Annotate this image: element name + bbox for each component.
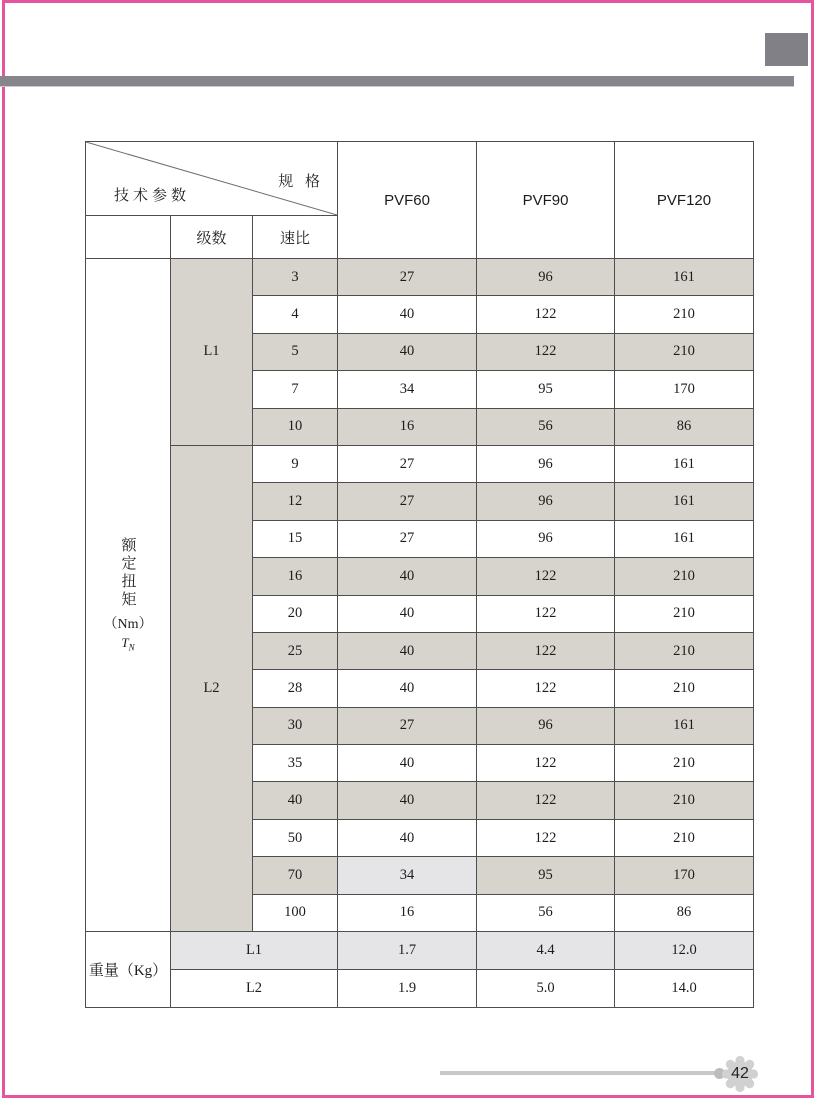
value-cell: 34 — [338, 371, 477, 408]
weight-value-cell: 14.0 — [615, 970, 754, 1007]
value-cell: 40 — [338, 558, 477, 595]
value-cell: 27 — [338, 446, 477, 483]
value-cell: 210 — [615, 782, 754, 819]
stage-group-cell: L1 — [171, 259, 253, 446]
value-cell: 161 — [615, 708, 754, 745]
value-cell: 16 — [338, 409, 477, 446]
value-cell: 96 — [477, 446, 615, 483]
page-number: 42 — [731, 1065, 749, 1082]
ratio-cell: 4 — [253, 296, 338, 333]
value-cell: 40 — [338, 633, 477, 670]
weight-label: 重量（Kg） — [86, 932, 171, 1008]
weight-value-cell: 5.0 — [477, 970, 615, 1007]
column-header-pvf90: PVF90 — [477, 142, 615, 259]
value-cell: 27 — [338, 521, 477, 558]
value-cell: 56 — [477, 409, 615, 446]
torque-label-text: 额定扭矩 — [119, 537, 136, 610]
value-cell: 161 — [615, 446, 754, 483]
value-cell: 122 — [477, 820, 615, 857]
value-cell: 95 — [477, 857, 615, 894]
value-cell: 56 — [477, 895, 615, 932]
value-cell: 210 — [615, 334, 754, 371]
torque-label — [86, 259, 171, 932]
top-rule-bar — [0, 76, 794, 87]
stage-header: 级数 — [171, 216, 253, 259]
column-header-pvf60: PVF60 — [338, 142, 477, 259]
value-cell: 27 — [338, 708, 477, 745]
ratio-cell: 50 — [253, 820, 338, 857]
value-cell: 210 — [615, 820, 754, 857]
value-cell: 86 — [615, 895, 754, 932]
value-cell: 27 — [338, 259, 477, 296]
ratio-cell: 70 — [253, 857, 338, 894]
value-cell: 210 — [615, 558, 754, 595]
value-cell: 210 — [615, 296, 754, 333]
value-cell: 122 — [477, 782, 615, 819]
value-cell: 96 — [477, 483, 615, 520]
value-cell: 40 — [338, 745, 477, 782]
gear-icon — [721, 1055, 759, 1093]
ratio-cell: 30 — [253, 708, 338, 745]
ratio-cell: 10 — [253, 409, 338, 446]
value-cell: 161 — [615, 521, 754, 558]
weight-value-cell: 1.9 — [338, 970, 477, 1007]
corner-block — [765, 33, 808, 66]
value-cell: 210 — [615, 745, 754, 782]
value-cell: 161 — [615, 259, 754, 296]
weight-value-cell: 12.0 — [615, 932, 754, 970]
ratio-cell: 9 — [253, 446, 338, 483]
value-cell: 210 — [615, 633, 754, 670]
value-cell: 40 — [338, 820, 477, 857]
weight-value-cell: 1.7 — [338, 932, 477, 970]
ratio-cell: 40 — [253, 782, 338, 819]
value-cell: 86 — [615, 409, 754, 446]
stage-group-cell: L2 — [171, 446, 253, 932]
empty-header-cell — [86, 216, 171, 259]
value-cell: 122 — [477, 334, 615, 371]
value-cell: 210 — [615, 596, 754, 633]
value-cell: 27 — [338, 483, 477, 520]
weight-row-label: L1 — [171, 932, 338, 970]
value-cell: 40 — [338, 296, 477, 333]
ratio-cell: 25 — [253, 633, 338, 670]
value-cell: 96 — [477, 708, 615, 745]
ratio-cell: 5 — [253, 334, 338, 371]
weight-row-label: L2 — [171, 970, 338, 1007]
value-cell: 170 — [615, 371, 754, 408]
corner-cell — [86, 142, 338, 216]
ratio-cell: 35 — [253, 745, 338, 782]
value-cell: 96 — [477, 521, 615, 558]
value-cell: 122 — [477, 633, 615, 670]
torque-symbol: $T_N$ — [121, 635, 135, 653]
value-cell: 122 — [477, 745, 615, 782]
ratio-header: 速比 — [253, 216, 338, 259]
value-cell: 40 — [338, 670, 477, 707]
value-cell: 161 — [615, 483, 754, 520]
value-cell: 96 — [477, 259, 615, 296]
ratio-cell: 3 — [253, 259, 338, 296]
footer-rule — [440, 1071, 718, 1075]
value-cell: 95 — [477, 371, 615, 408]
value-cell: 16 — [338, 895, 477, 932]
value-cell: 210 — [615, 670, 754, 707]
ratio-cell: 28 — [253, 670, 338, 707]
value-cell: 122 — [477, 670, 615, 707]
torque-unit: （Nm） — [103, 617, 153, 633]
ratio-cell: 12 — [253, 483, 338, 520]
value-cell: 34 — [338, 857, 477, 894]
spec-table — [85, 141, 754, 1008]
params-label: 技术参数 — [114, 188, 191, 204]
ratio-cell: 15 — [253, 521, 338, 558]
column-header-pvf120: PVF120 — [615, 142, 754, 259]
ratio-cell: 16 — [253, 558, 338, 595]
ratio-cell: 100 — [253, 895, 338, 932]
value-cell: 170 — [615, 857, 754, 894]
value-cell: 122 — [477, 558, 615, 595]
value-cell: 40 — [338, 596, 477, 633]
ratio-cell: 20 — [253, 596, 338, 633]
ratio-cell: 7 — [253, 371, 338, 408]
value-cell: 40 — [338, 782, 477, 819]
value-cell: 122 — [477, 596, 615, 633]
weight-value-cell: 4.4 — [477, 932, 615, 970]
value-cell: 40 — [338, 334, 477, 371]
spec-label: 规 格 — [278, 174, 324, 190]
value-cell: 122 — [477, 296, 615, 333]
